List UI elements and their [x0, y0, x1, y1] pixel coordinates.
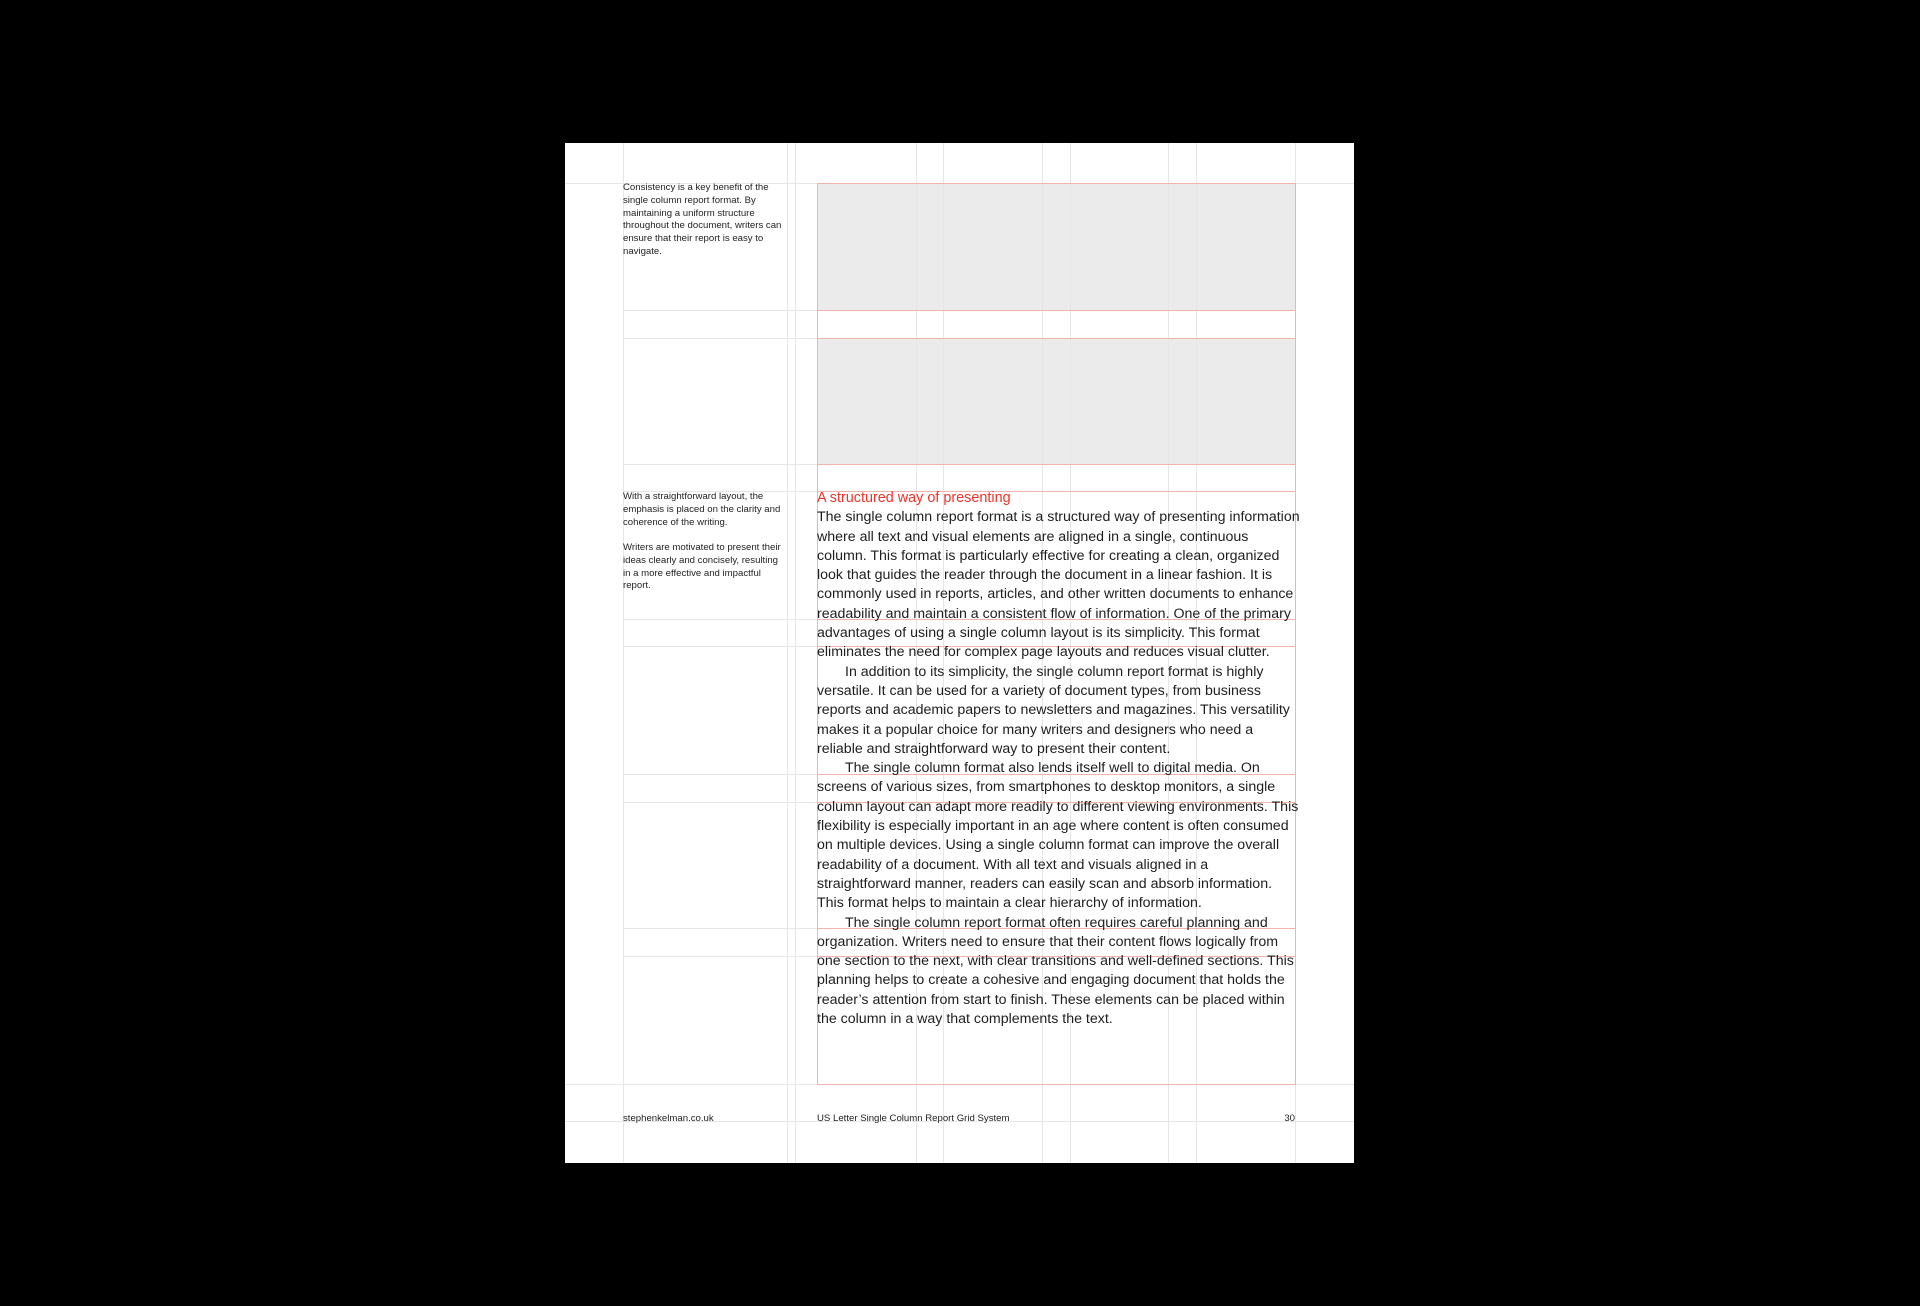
image-placeholder-top [817, 184, 1296, 310]
sidebar-note-clarity: With a straightforward layout, the emphasis is placed on the clarity and coherence of the writing. [623, 491, 781, 528]
body-paragraph: The single column report format often requires careful planning and organization. Writers need to ensure that their content flows logically from one section to the next, with clear transitions and well-defined sections. This planning helps to create a cohesive and engaging document that holds the reader’s attention from start to finish. These elements can be placed within the column in a way that complements the text. [817, 914, 1294, 1028]
document-page [565, 143, 1354, 1163]
footer-document-title: US Letter Single Column Report Grid System [817, 1113, 1010, 1124]
image-placeholder-bottom [817, 339, 1296, 465]
body-paragraph: The single column format also lends itself well to digital media. On screens of various sizes, from smartphones to desktop monitors, a single column layout can adapt more readily to different viewing environments. This flexibility is especially important in an age where content is often consumed on multiple devices. Using a single column format can improve the overall readability of a document. With all text and visuals aligned in a straightforward manner, readers can easily scan and absorb information. This format helps to maintain a clear hierarchy of information. [817, 760, 1299, 912]
body-paragraph: The single column report format is a structured way of presenting information where all text and visual elements are aligned in a single, continuous column. This format is particularly effective for creating a clean, organized look that guides the reader through the document in a linear fashion. It is commonly used in reports, articles, and other written documents to enhance readability and maintain a consistent flow of information. One of the primary advantages of using a single column layout is its simplicity. This format eliminates the need for complex page layouts and reduces visual clutter. [817, 509, 1300, 661]
body-paragraph: In addition to its simplicity, the single column report format is highly versatile. It can be used for a variety of document types, from business reports and academic papers to newsletters and magazines. This versatility makes it a popular choice for many writers and designers who need a reliable and straightforward way to present their content. [817, 663, 1290, 757]
main-text-column [817, 489, 1302, 1029]
section-heading: A structured way of presenting [817, 490, 1011, 506]
footer-page-number: 30 [1284, 1113, 1295, 1124]
footer-website: stephenkelman.co.uk [623, 1113, 714, 1124]
sidebar-note-motivation: Writers are motivated to present their ideas clearly and concisely, resulting in a more effective and impactful report. [623, 542, 781, 592]
sidebar-note-consistency: Consistency is a key benefit of the single column report format. By maintaining a uniform structure throughout the document, writers can ensure that their report is easy to navigate. [623, 182, 782, 257]
